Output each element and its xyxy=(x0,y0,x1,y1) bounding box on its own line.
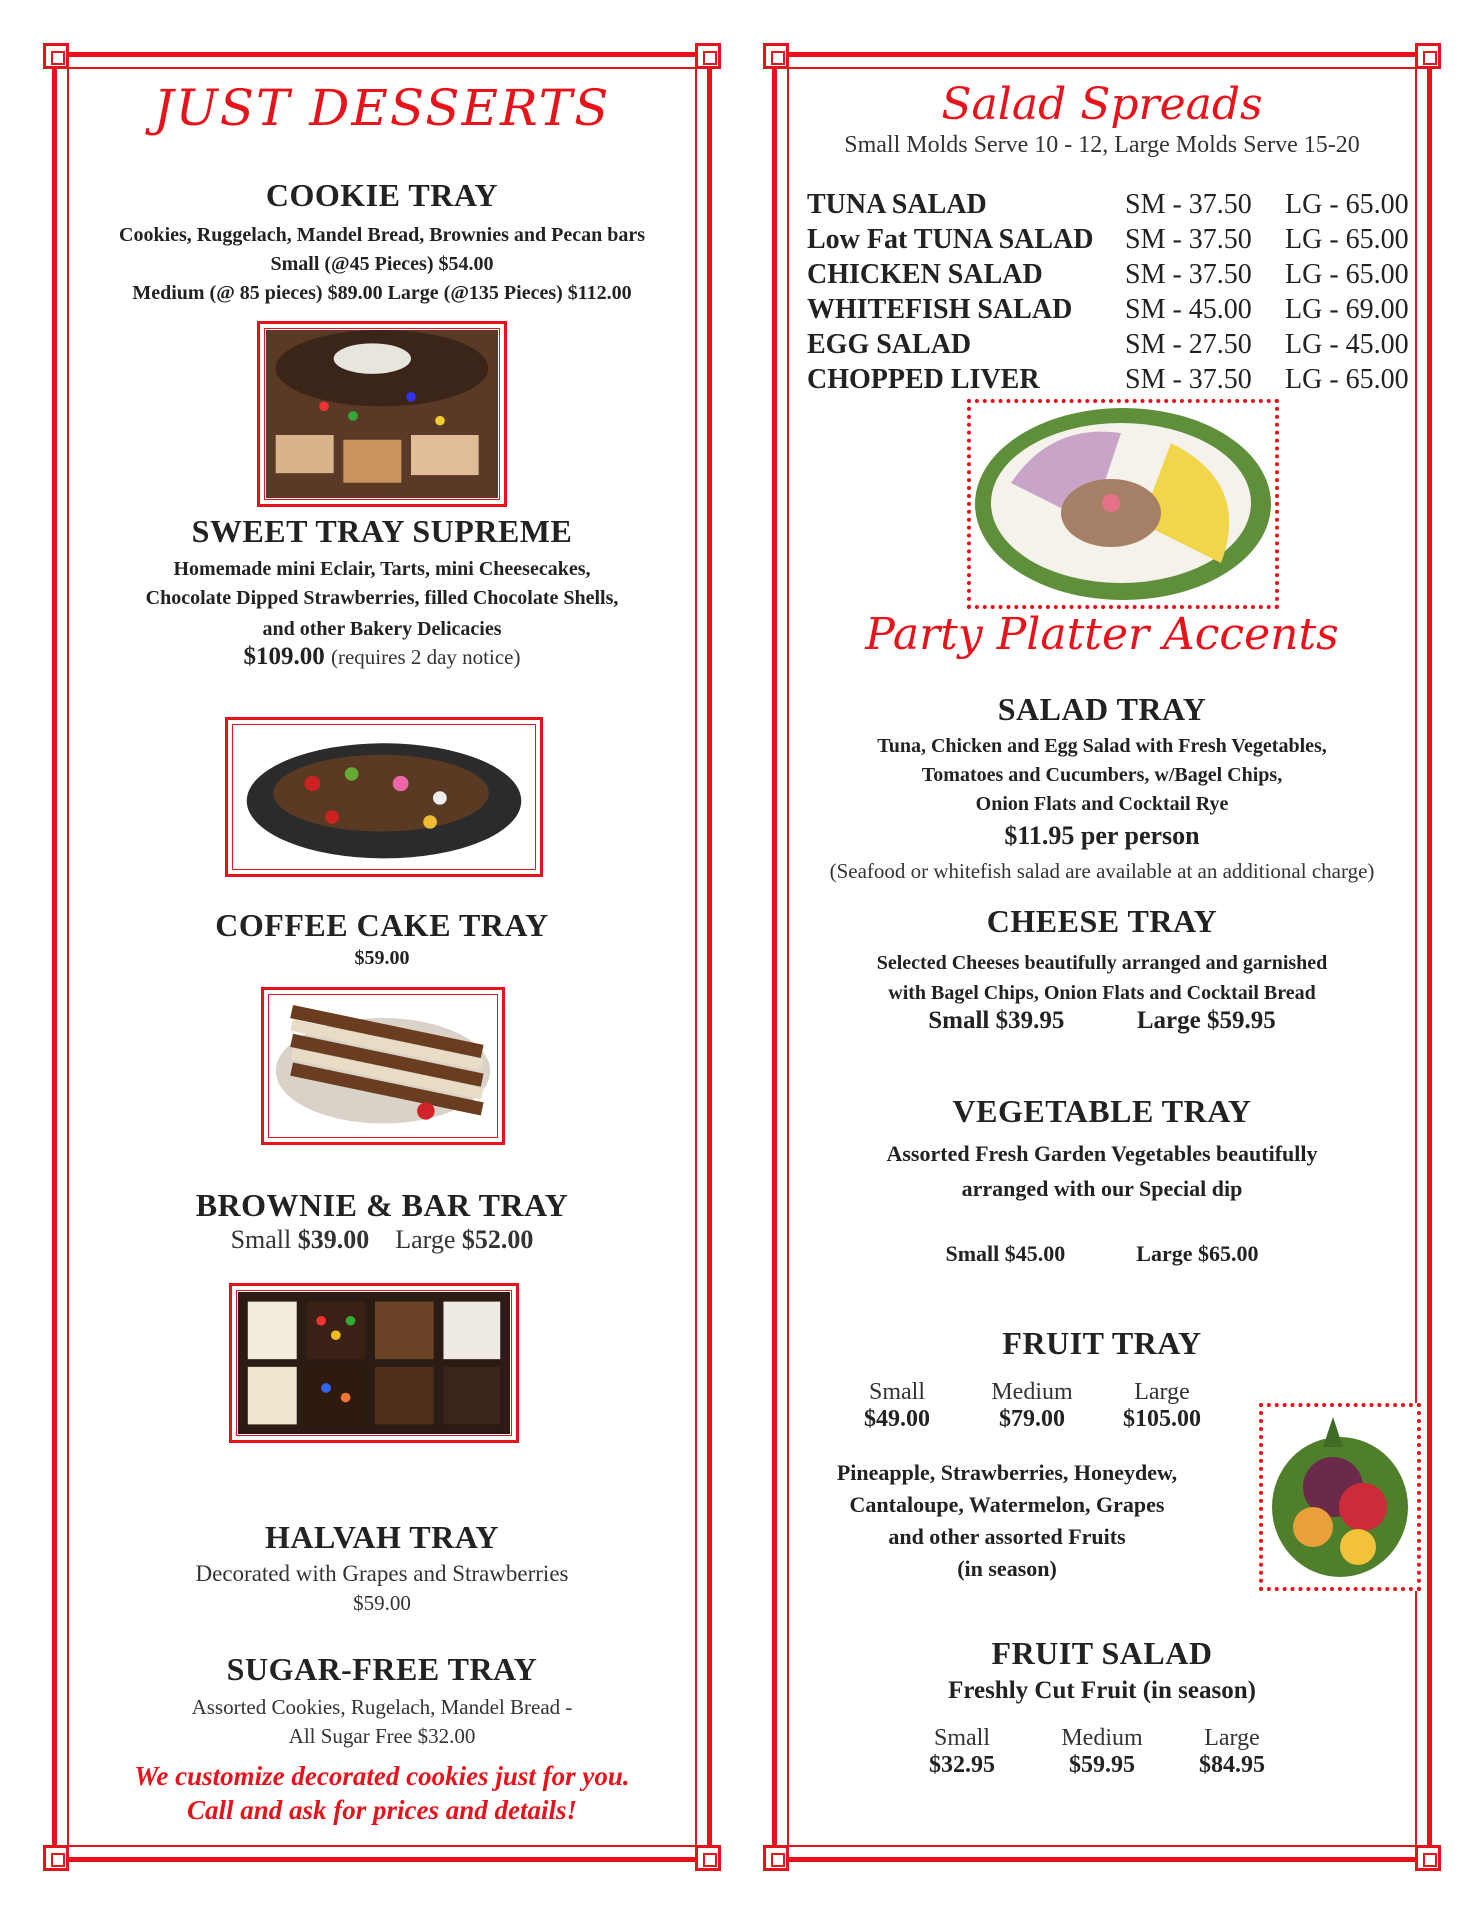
sugar-free-desc-2: All Sugar Free $32.00 xyxy=(288,1724,476,1748)
cookie-tray-heading: COOKIE TRAY xyxy=(265,177,499,213)
spread-large-price: LG - 65.00 xyxy=(1285,189,1409,220)
vegetable-tray-desc-2: arranged with our Special dip xyxy=(961,1176,1243,1201)
vegetable-tray-prices xyxy=(777,1239,1427,1268)
brownie-tray-photo xyxy=(229,1283,519,1443)
spread-name: CHICKEN SALAD xyxy=(807,259,1043,290)
sugar-free-heading: SUGAR-FREE TRAY xyxy=(226,1651,538,1687)
halvah-desc: Decorated with Grapes and Strawberries xyxy=(195,1561,569,1586)
spread-row xyxy=(807,292,1409,327)
coffee-cake-photo xyxy=(261,987,505,1145)
fruit-tray-size-label: Large xyxy=(1134,1379,1190,1405)
cheese-large-price: Large $59.95 xyxy=(1136,1007,1276,1034)
party-accents-title: Party Platter Accents xyxy=(865,609,1339,660)
fruit-tray-size-price: $105.00 xyxy=(1123,1406,1201,1432)
coffee-cake-price: $59.00 xyxy=(354,947,410,969)
fruit-salad-size-label: Large xyxy=(1204,1725,1260,1751)
brownie-bar-heading: BROWNIE & BAR TRAY xyxy=(195,1187,569,1223)
promo-line-2: Call and ask for prices and details! xyxy=(186,1795,578,1825)
cheese-tray-heading: CHEESE TRAY xyxy=(986,903,1218,939)
corner-ornament xyxy=(1415,1845,1441,1871)
corner-ornament xyxy=(763,1845,789,1871)
vegetable-small-price: Small $45.00 xyxy=(945,1241,1066,1266)
corner-ornament xyxy=(43,43,69,69)
salad-tray-desc-1: Tuna, Chicken and Egg Salad with Fresh Vegetables, xyxy=(877,735,1327,757)
brownie-small-label: Small xyxy=(230,1225,292,1254)
spread-row xyxy=(807,257,1409,292)
sweet-tray-price: $109.00 xyxy=(243,643,325,670)
fruit-salad-size-price: $32.95 xyxy=(929,1752,995,1778)
fruit-tray-heading: FRUIT TRAY xyxy=(1002,1325,1202,1361)
corner-ornament xyxy=(695,1845,721,1871)
promo-line-1: We customize decorated cookies just for you. xyxy=(134,1761,630,1791)
spread-large-price: LG - 65.00 xyxy=(1285,224,1409,255)
spread-large-price: LG - 69.00 xyxy=(1285,294,1409,325)
cookie-tray-medium-large: Medium (@ 85 pieces) $89.00 Large (@135 Pieces) $112.00 xyxy=(132,282,632,304)
fruit-tray-photo xyxy=(1259,1403,1421,1591)
salad-tray-note: (Seafood or whitefish salad are available at an additional charge) xyxy=(829,859,1375,883)
fruit-salad-size-price: $59.95 xyxy=(1069,1752,1135,1778)
spread-large-price: LG - 45.00 xyxy=(1285,329,1409,360)
fruit-salad-size-label: Small xyxy=(933,1725,990,1751)
spread-small-price: SM - 27.50 xyxy=(1125,329,1252,360)
vegetable-large-price: Large $65.00 xyxy=(1136,1241,1259,1266)
fruit-salad-size-medium xyxy=(1042,1725,1162,1779)
vegetable-tray-desc-1: Assorted Fresh Garden Vegetables beautifully xyxy=(886,1141,1318,1166)
spread-large-price: LG - 65.00 xyxy=(1285,364,1409,395)
fruit-tray-size-label: Medium xyxy=(991,1379,1073,1405)
salad-mold-photo xyxy=(967,399,1279,609)
fruit-tray-desc-3: and other assorted Fruits xyxy=(888,1524,1126,1549)
corner-ornament xyxy=(1415,43,1441,69)
desserts-panel xyxy=(52,52,712,1862)
fruit-tray-size-large xyxy=(1107,1379,1217,1433)
salad-tray-heading: SALAD TRAY xyxy=(997,691,1207,727)
spreads-table xyxy=(807,187,1409,397)
sugar-free-desc-1: Assorted Cookies, Rugelach, Mandel Bread - xyxy=(191,1695,573,1719)
brownie-small-price: $39.00 xyxy=(297,1225,370,1254)
coffee-cake-heading: COFFEE CAKE TRAY xyxy=(215,907,549,943)
spread-small-price: SM - 45.00 xyxy=(1125,294,1252,325)
spread-name: Low Fat TUNA SALAD xyxy=(807,224,1094,255)
cookie-tray-small: Small (@45 Pieces) $54.00 xyxy=(270,253,494,275)
spread-name: WHITEFISH SALAD xyxy=(807,294,1073,325)
fruit-salad-sub: Freshly Cut Fruit (in season) xyxy=(948,1677,1256,1704)
cheese-tray-prices xyxy=(777,1007,1427,1035)
sweet-tray-desc-3: and other Bakery Delicacies xyxy=(262,618,502,640)
halvah-price: $59.00 xyxy=(353,1591,411,1615)
spread-name: CHOPPED LIVER xyxy=(807,364,1040,395)
spread-small-price: SM - 37.50 xyxy=(1125,189,1252,220)
spread-large-price: LG - 65.00 xyxy=(1285,259,1409,290)
fruit-salad-size-price: $84.95 xyxy=(1199,1752,1265,1778)
fruit-salad-size-label: Medium xyxy=(1061,1725,1143,1751)
corner-ornament xyxy=(695,43,721,69)
spread-small-price: SM - 37.50 xyxy=(1125,259,1252,290)
desserts-title: JUST DESSERTS xyxy=(153,79,611,137)
fruit-salad-heading: FRUIT SALAD xyxy=(991,1635,1213,1671)
spread-small-price: SM - 37.50 xyxy=(1125,364,1252,395)
fruit-tray-desc-4: (in season) xyxy=(957,1556,1057,1581)
sweet-tray-desc-2: Chocolate Dipped Strawberries, filled Chocolate Shells, xyxy=(145,587,619,609)
fruit-tray-size-medium xyxy=(972,1379,1092,1433)
fruit-tray-size-price: $79.00 xyxy=(999,1406,1065,1432)
brownie-large-price: $52.00 xyxy=(461,1225,534,1254)
spread-name: EGG SALAD xyxy=(807,329,972,360)
spread-row xyxy=(807,362,1409,397)
halvah-heading: HALVAH TRAY xyxy=(264,1519,500,1555)
sweet-tray-price-line xyxy=(57,643,707,671)
sweet-tray-heading: SWEET TRAY SUPREME xyxy=(191,513,573,549)
fruit-tray-size-label: Small xyxy=(868,1379,925,1405)
fruit-tray-desc-2: Cantaloupe, Watermelon, Grapes xyxy=(849,1492,1165,1517)
fruit-salad-size-small xyxy=(907,1725,1017,1779)
cookie-tray-photo xyxy=(257,321,507,507)
sweet-tray-desc-1: Homemade mini Eclair, Tarts, mini Cheesecakes, xyxy=(173,558,591,580)
spread-row xyxy=(807,187,1409,222)
salad-tray-price: $11.95 per person xyxy=(1004,821,1200,850)
vegetable-tray-heading: VEGETABLE TRAY xyxy=(952,1093,1252,1129)
cheese-tray-desc-1: Selected Cheeses beautifully arranged and garnished xyxy=(876,952,1328,974)
salads-panel xyxy=(772,52,1432,1862)
spread-small-price: SM - 37.50 xyxy=(1125,224,1252,255)
salad-spreads-title: Salad Spreads xyxy=(941,79,1263,130)
spread-row xyxy=(807,222,1409,257)
corner-ornament xyxy=(763,43,789,69)
fruit-tray-desc-1: Pineapple, Strawberries, Honeydew, xyxy=(836,1460,1178,1485)
fruit-tray-size-price: $49.00 xyxy=(864,1406,930,1432)
brownie-bar-prices xyxy=(57,1225,707,1255)
brownie-large-label: Large xyxy=(395,1225,456,1254)
corner-ornament xyxy=(43,1845,69,1871)
cookie-tray-desc: Cookies, Ruggelach, Mandel Bread, Brownies and Pecan bars xyxy=(119,224,645,246)
fruit-tray-size-small xyxy=(847,1379,947,1433)
cheese-small-price: Small $39.95 xyxy=(928,1007,1065,1034)
salad-tray-desc-2: Tomatoes and Cucumbers, w/Bagel Chips, xyxy=(921,764,1283,786)
spread-row xyxy=(807,327,1409,362)
salad-tray-desc-3: Onion Flats and Cocktail Rye xyxy=(975,793,1229,815)
fruit-salad-size-large xyxy=(1172,1725,1292,1779)
sweet-tray-note: (requires 2 day notice) xyxy=(330,645,521,669)
spread-name: TUNA SALAD xyxy=(807,189,987,220)
salad-spreads-subtitle: Small Molds Serve 10 - 12, Large Molds Serve 15-20 xyxy=(844,132,1360,158)
cheese-tray-desc-2: with Bagel Chips, Onion Flats and Cocktail Bread xyxy=(888,982,1316,1004)
sweet-tray-photo xyxy=(225,717,543,877)
